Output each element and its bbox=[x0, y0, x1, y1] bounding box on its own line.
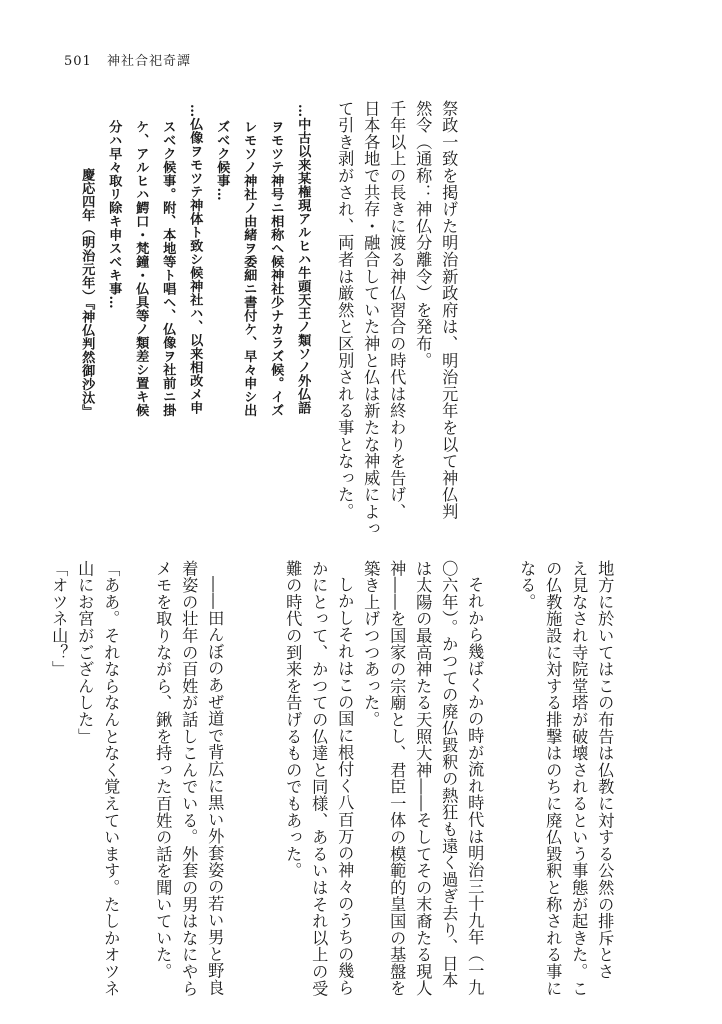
body-line: 地方に於いてはこの布告は仏教に対する公然の排斥とさ bbox=[595, 560, 615, 980]
book-title: 神社合祀奇譚 bbox=[106, 54, 191, 69]
body-line: の仏教施設に対する排撃はのちに廃仏毀釈と称される事に bbox=[543, 560, 563, 997]
narration-line: 日本各地で共存・融合していた神と仏は新たな神威によっ bbox=[361, 100, 381, 537]
body-line: 〇六年）。かつての廃仏毀釈の熱狂も遠く過ぎ去り、日本 bbox=[439, 560, 459, 989]
body-line: え見なされ寺院堂塔が破壊されるという事態が起きた。こ bbox=[569, 560, 589, 997]
body-line: は太陽の最高神たる天照大神――そしてその末裔たる現人 bbox=[413, 560, 433, 997]
edict-line: …仏像ヲモツテ神体ト致シ候神社ハ、以来相改メ申 bbox=[187, 104, 203, 415]
body-line: 山にお宮がござんした」 bbox=[75, 560, 95, 745]
narration-line: 然令（通称：神仏分離令）を発布。 bbox=[413, 100, 433, 369]
body-line: ――田んぼのあぜ道で背広に黒い外套姿の若い男と野良 bbox=[205, 576, 225, 996]
body-line: 築き上げつつあった。 bbox=[361, 560, 381, 728]
body-line: 「ああ。それならなんとなく覚えています。たしかオツネ bbox=[101, 560, 121, 997]
page-number: 501 bbox=[64, 54, 92, 69]
edict-line: スベク候事。附、本地等ト唱ヘ、仏像ヲ社前ニ掛 bbox=[160, 120, 176, 417]
body-line: 着姿の壮年の百姓が話しこんでいる。外套の男はなにやら bbox=[179, 560, 199, 997]
edict-line: ズベク候事… bbox=[214, 120, 230, 201]
body-line: 「オツネ山？」 bbox=[49, 560, 69, 678]
body-line: 難の時代の到来を告げるものでもあった。 bbox=[283, 560, 303, 880]
running-header bbox=[64, 50, 191, 69]
edict-citation: 慶応四年（明治元年）『神仏判然御沙汰』 bbox=[79, 168, 95, 418]
edict-line: 分ハ早々取リ除キ申スベキ事… bbox=[106, 120, 122, 309]
body-line: なる。 bbox=[517, 560, 537, 611]
body-line: 神――を国家の宗廟とし、君臣一体の模範的皇国の基盤を bbox=[387, 560, 407, 997]
narration-line: 千年以上の長きに渡る神仏習合の時代は終わりを告げ、 bbox=[387, 100, 407, 520]
body-line: それから幾ばくかの時が流れ時代は明治三十九年（一九 bbox=[465, 576, 485, 996]
body-line: かにとって、かつての仏達と同様、あるいはそれ以上の受 bbox=[309, 560, 329, 997]
body-line: メモを取りながら、鍬を持った百姓の話を聞いていた。 bbox=[153, 560, 173, 980]
edict-line: …中古以来某権現アルヒハ牛頭天王ノ類ソノ外仏語 bbox=[295, 104, 311, 415]
body-line: しかしそれはこの国に根付く八百万の神々のうちの幾ら bbox=[335, 576, 355, 996]
edict-line: ヲモツテ神号ニ相称ヘ候神社少ナカラズ候。イズ bbox=[268, 120, 284, 417]
edict-line: ケ、アルヒハ鰐口・梵鐘・仏具等ノ類差シ置キ候 bbox=[133, 120, 149, 417]
narration-line: て引き剥がされ、両者は厳然と区別される事となった。 bbox=[335, 100, 355, 520]
edict-line: レモソノ神社ノ由緒ヲ委細ニ書付ケ、早々申シ出 bbox=[241, 120, 257, 417]
narration-line: 祭政一致を掲げた明治新政府は、明治元年を以て神仏判 bbox=[439, 100, 459, 520]
